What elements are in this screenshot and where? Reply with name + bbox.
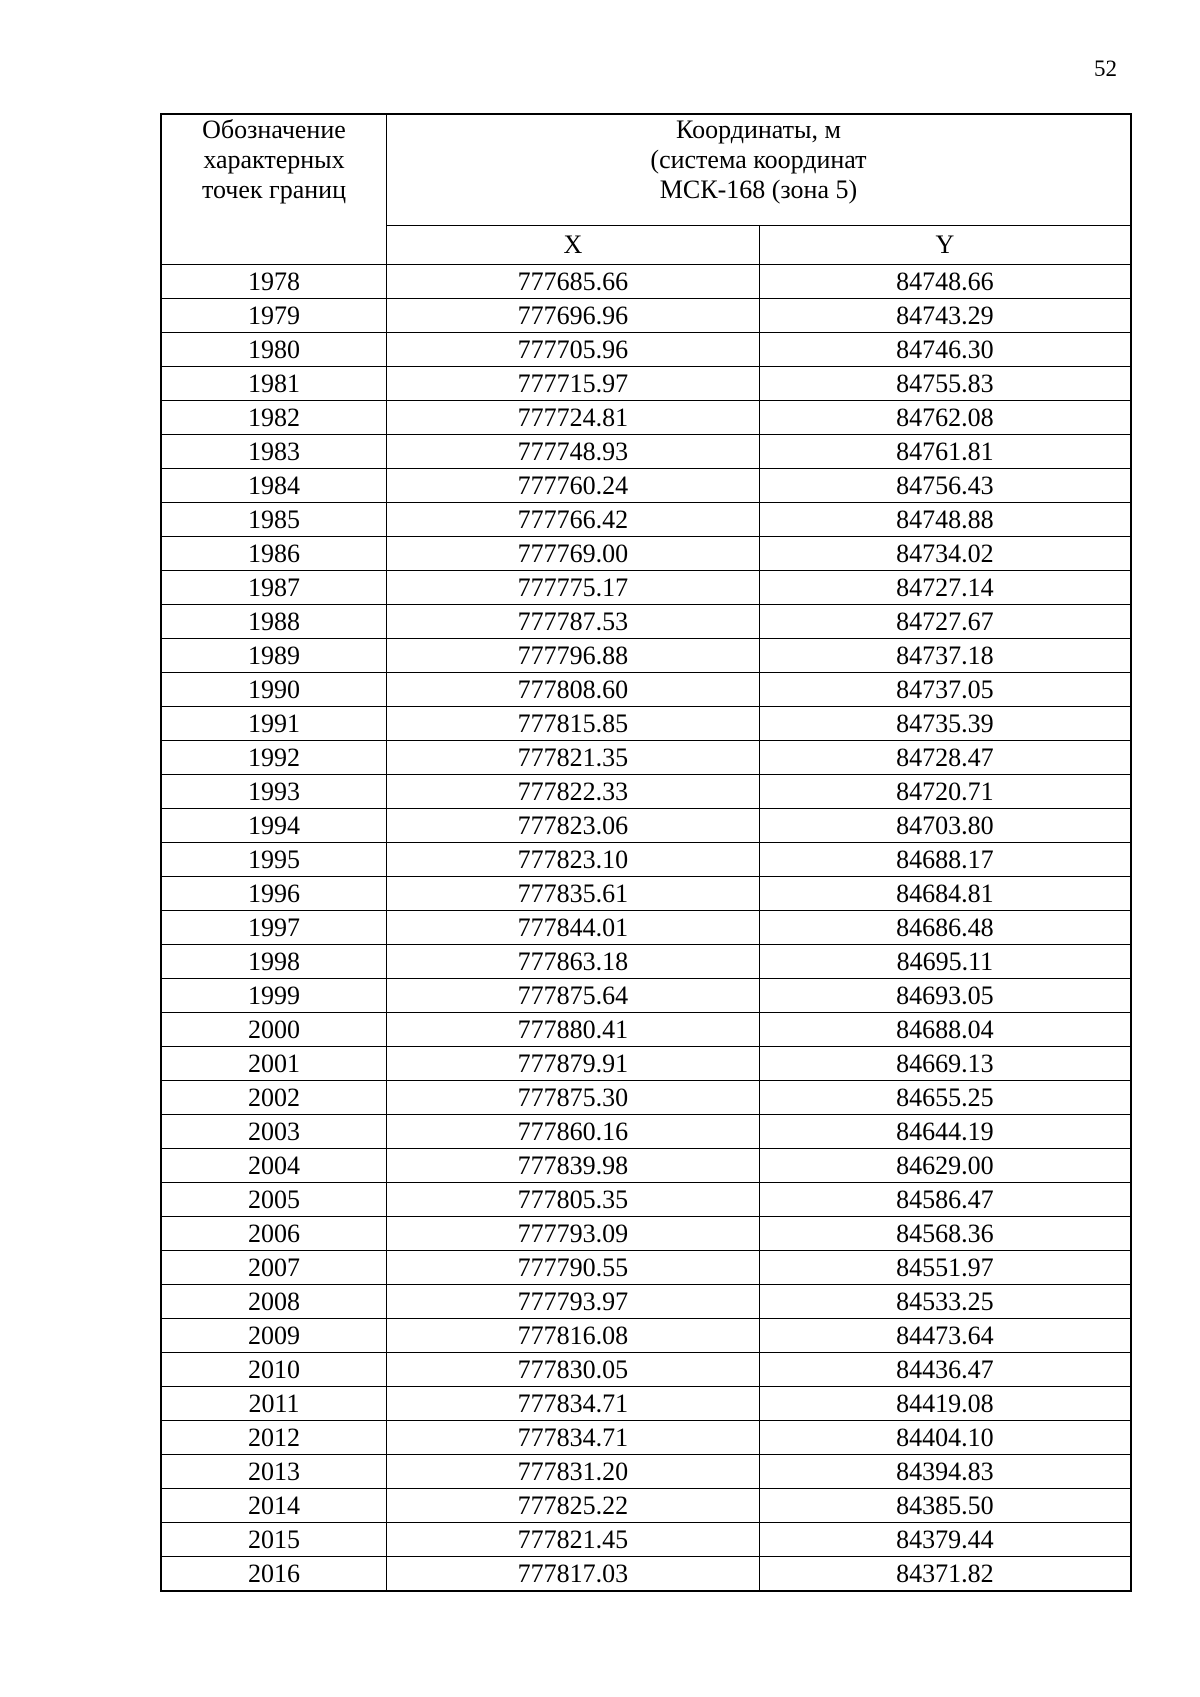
y-coordinate-cell: 84743.29 xyxy=(759,299,1131,333)
table-row xyxy=(161,537,1131,571)
x-coordinate-cell: 777821.45 xyxy=(386,1523,759,1557)
x-coordinate-cell: 777817.03 xyxy=(386,1557,759,1592)
table-row xyxy=(161,469,1131,503)
point-number-cell: 2010 xyxy=(161,1353,386,1387)
table-row xyxy=(161,1251,1131,1285)
header-coordinates-line-1: Координаты, м xyxy=(676,115,841,144)
x-coordinate-cell: 777830.05 xyxy=(386,1353,759,1387)
header-y: Y xyxy=(759,226,1131,265)
y-coordinate-cell: 84756.43 xyxy=(759,469,1131,503)
table-row xyxy=(161,1217,1131,1251)
y-coordinate-cell: 84727.67 xyxy=(759,605,1131,639)
point-number-cell: 1997 xyxy=(161,911,386,945)
point-number-cell: 1983 xyxy=(161,435,386,469)
x-coordinate-cell: 777696.96 xyxy=(386,299,759,333)
x-coordinate-cell: 777821.35 xyxy=(386,741,759,775)
x-coordinate-cell: 777834.71 xyxy=(386,1387,759,1421)
point-number-cell: 1994 xyxy=(161,809,386,843)
x-coordinate-cell: 777863.18 xyxy=(386,945,759,979)
x-coordinate-cell: 777808.60 xyxy=(386,673,759,707)
y-coordinate-cell: 84629.00 xyxy=(759,1149,1131,1183)
point-number-cell: 2006 xyxy=(161,1217,386,1251)
point-number-cell: 2012 xyxy=(161,1421,386,1455)
point-number-cell: 2015 xyxy=(161,1523,386,1557)
point-number-cell: 2005 xyxy=(161,1183,386,1217)
point-number-cell: 1995 xyxy=(161,843,386,877)
x-coordinate-cell: 777805.35 xyxy=(386,1183,759,1217)
y-coordinate-cell: 84737.05 xyxy=(759,673,1131,707)
page-number: 52 xyxy=(1094,56,1117,81)
table-row xyxy=(161,367,1131,401)
point-number-cell: 1998 xyxy=(161,945,386,979)
x-coordinate-cell: 777790.55 xyxy=(386,1251,759,1285)
y-coordinate-cell: 84737.18 xyxy=(759,639,1131,673)
point-number-cell: 2002 xyxy=(161,1081,386,1115)
header-coordinates-line-3: МСК-168 (зона 5) xyxy=(659,175,858,204)
x-coordinate-cell: 777831.20 xyxy=(386,1455,759,1489)
point-number-cell: 2011 xyxy=(161,1387,386,1421)
point-number-cell: 1982 xyxy=(161,401,386,435)
y-coordinate-cell: 84551.97 xyxy=(759,1251,1131,1285)
x-coordinate-cell: 777775.17 xyxy=(386,571,759,605)
table-row xyxy=(161,401,1131,435)
y-coordinate-cell: 84735.39 xyxy=(759,707,1131,741)
point-number-cell: 1999 xyxy=(161,979,386,1013)
y-coordinate-cell: 84669.13 xyxy=(759,1047,1131,1081)
y-coordinate-cell: 84436.47 xyxy=(759,1353,1131,1387)
y-coordinate-cell: 84695.11 xyxy=(759,945,1131,979)
table-row xyxy=(161,1455,1131,1489)
table-row xyxy=(161,333,1131,367)
table-row xyxy=(161,503,1131,537)
x-coordinate-cell: 777685.66 xyxy=(386,265,759,299)
y-coordinate-cell: 84748.88 xyxy=(759,503,1131,537)
header-point-label-line-2: характерных xyxy=(203,145,345,174)
table-row xyxy=(161,639,1131,673)
point-number-cell: 1984 xyxy=(161,469,386,503)
y-coordinate-cell: 84404.10 xyxy=(759,1421,1131,1455)
y-coordinate-cell: 84746.30 xyxy=(759,333,1131,367)
x-coordinate-cell: 777705.96 xyxy=(386,333,759,367)
x-coordinate-cell: 777839.98 xyxy=(386,1149,759,1183)
x-coordinate-cell: 777766.42 xyxy=(386,503,759,537)
point-number-cell: 2016 xyxy=(161,1557,386,1592)
x-coordinate-cell: 777880.41 xyxy=(386,1013,759,1047)
point-number-cell: 1992 xyxy=(161,741,386,775)
y-coordinate-cell: 84728.47 xyxy=(759,741,1131,775)
table-row xyxy=(161,741,1131,775)
table-row xyxy=(161,571,1131,605)
point-number-cell: 2004 xyxy=(161,1149,386,1183)
y-coordinate-cell: 84473.64 xyxy=(759,1319,1131,1353)
x-coordinate-cell: 777769.00 xyxy=(386,537,759,571)
x-coordinate-cell: 777793.09 xyxy=(386,1217,759,1251)
y-coordinate-cell: 84568.36 xyxy=(759,1217,1131,1251)
y-coordinate-cell: 84655.25 xyxy=(759,1081,1131,1115)
table-row xyxy=(161,1149,1131,1183)
point-number-cell: 1987 xyxy=(161,571,386,605)
x-coordinate-cell: 777715.97 xyxy=(386,367,759,401)
table-row xyxy=(161,1285,1131,1319)
x-coordinate-cell: 777822.33 xyxy=(386,775,759,809)
x-coordinate-cell: 777816.08 xyxy=(386,1319,759,1353)
point-number-cell: 2007 xyxy=(161,1251,386,1285)
table-row xyxy=(161,1183,1131,1217)
table-row xyxy=(161,299,1131,333)
point-number-cell: 1980 xyxy=(161,333,386,367)
y-coordinate-cell: 84688.04 xyxy=(759,1013,1131,1047)
table-row xyxy=(161,1557,1131,1592)
y-coordinate-cell: 84693.05 xyxy=(759,979,1131,1013)
y-coordinate-cell: 84684.81 xyxy=(759,877,1131,911)
point-number-cell: 2003 xyxy=(161,1115,386,1149)
table-row xyxy=(161,843,1131,877)
x-coordinate-cell: 777875.30 xyxy=(386,1081,759,1115)
x-coordinate-cell: 777724.81 xyxy=(386,401,759,435)
x-coordinate-cell: 777834.71 xyxy=(386,1421,759,1455)
point-number-cell: 1979 xyxy=(161,299,386,333)
table-row xyxy=(161,1353,1131,1387)
table-row xyxy=(161,1115,1131,1149)
table-row xyxy=(161,979,1131,1013)
table-row xyxy=(161,945,1131,979)
point-number-cell: 1990 xyxy=(161,673,386,707)
y-coordinate-cell: 84371.82 xyxy=(759,1557,1131,1592)
table-row xyxy=(161,673,1131,707)
point-number-cell: 2008 xyxy=(161,1285,386,1319)
y-coordinate-cell: 84720.71 xyxy=(759,775,1131,809)
y-coordinate-cell: 84688.17 xyxy=(759,843,1131,877)
y-coordinate-cell: 84419.08 xyxy=(759,1387,1131,1421)
table-row xyxy=(161,265,1131,299)
y-coordinate-cell: 84586.47 xyxy=(759,1183,1131,1217)
coordinates-table xyxy=(160,113,1132,1592)
y-coordinate-cell: 84385.50 xyxy=(759,1489,1131,1523)
x-coordinate-cell: 777796.88 xyxy=(386,639,759,673)
x-coordinate-cell: 777875.64 xyxy=(386,979,759,1013)
x-coordinate-cell: 777860.16 xyxy=(386,1115,759,1149)
table-row xyxy=(161,1081,1131,1115)
header-point-label xyxy=(161,114,386,265)
y-coordinate-cell: 84727.14 xyxy=(759,571,1131,605)
point-number-cell: 1993 xyxy=(161,775,386,809)
header-point-label-line-3: точек границ xyxy=(201,175,346,204)
table-row xyxy=(161,1319,1131,1353)
y-coordinate-cell: 84748.66 xyxy=(759,265,1131,299)
x-coordinate-cell: 777793.97 xyxy=(386,1285,759,1319)
x-coordinate-cell: 777748.93 xyxy=(386,435,759,469)
point-number-cell: 1978 xyxy=(161,265,386,299)
header-point-label-line-1: Обозначение xyxy=(202,115,346,144)
point-number-cell: 2013 xyxy=(161,1455,386,1489)
y-coordinate-cell: 84734.02 xyxy=(759,537,1131,571)
point-number-cell: 2000 xyxy=(161,1013,386,1047)
point-number-cell: 1996 xyxy=(161,877,386,911)
y-coordinate-cell: 84644.19 xyxy=(759,1115,1131,1149)
y-coordinate-cell: 84762.08 xyxy=(759,401,1131,435)
table-row xyxy=(161,877,1131,911)
table-row xyxy=(161,1421,1131,1455)
table-row xyxy=(161,775,1131,809)
x-coordinate-cell: 777823.10 xyxy=(386,843,759,877)
point-number-cell: 1989 xyxy=(161,639,386,673)
y-coordinate-cell: 84394.83 xyxy=(759,1455,1131,1489)
point-number-cell: 1988 xyxy=(161,605,386,639)
table-row xyxy=(161,1489,1131,1523)
x-coordinate-cell: 777835.61 xyxy=(386,877,759,911)
point-number-cell: 2014 xyxy=(161,1489,386,1523)
table-row xyxy=(161,435,1131,469)
table-row xyxy=(161,911,1131,945)
x-coordinate-cell: 777787.53 xyxy=(386,605,759,639)
y-coordinate-cell: 84533.25 xyxy=(759,1285,1131,1319)
table-row xyxy=(161,1387,1131,1421)
header-coordinates xyxy=(386,114,1131,226)
table-row xyxy=(161,809,1131,843)
point-number-cell: 1986 xyxy=(161,537,386,571)
point-number-cell: 2001 xyxy=(161,1047,386,1081)
y-coordinate-cell: 84686.48 xyxy=(759,911,1131,945)
point-number-cell: 1981 xyxy=(161,367,386,401)
point-number-cell: 2009 xyxy=(161,1319,386,1353)
x-coordinate-cell: 777815.85 xyxy=(386,707,759,741)
x-coordinate-cell: 777844.01 xyxy=(386,911,759,945)
table-body xyxy=(161,265,1131,1592)
table-row xyxy=(161,1047,1131,1081)
y-coordinate-cell: 84379.44 xyxy=(759,1523,1131,1557)
header-coordinates-line-2: (система координат xyxy=(650,145,867,174)
table-row xyxy=(161,1523,1131,1557)
point-number-cell: 1991 xyxy=(161,707,386,741)
y-coordinate-cell: 84761.81 xyxy=(759,435,1131,469)
y-coordinate-cell: 84755.83 xyxy=(759,367,1131,401)
x-coordinate-cell: 777823.06 xyxy=(386,809,759,843)
table-row xyxy=(161,605,1131,639)
y-coordinate-cell: 84703.80 xyxy=(759,809,1131,843)
x-coordinate-cell: 777879.91 xyxy=(386,1047,759,1081)
x-coordinate-cell: 777825.22 xyxy=(386,1489,759,1523)
table-row xyxy=(161,1013,1131,1047)
table-row xyxy=(161,707,1131,741)
header-x: X xyxy=(386,226,759,265)
x-coordinate-cell: 777760.24 xyxy=(386,469,759,503)
point-number-cell: 1985 xyxy=(161,503,386,537)
